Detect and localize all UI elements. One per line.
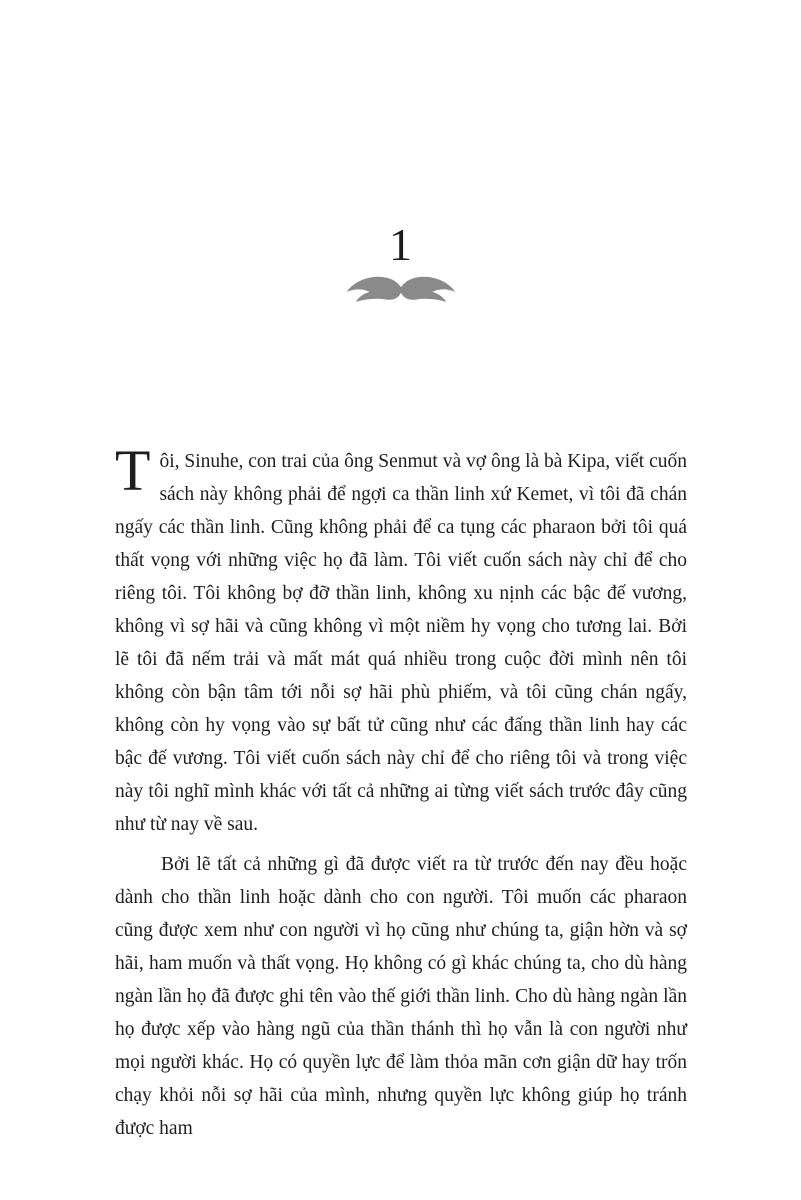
paragraph-text: Bởi lẽ tất cả những gì đã được viết ra từ trước đến nay đều hoặc dành cho thần linh hoặc dành cho con người. Tôi muốn các pharaon cũng được xem như con người vì họ cũng như chúng ta, giận hờn và sợ hãi, ham muốn và thất vọng. Họ không có gì khác chúng ta, cho dù hàng ngàn lần họ đã được ghi tên vào thế giới thần linh. Cho dù hàng ngàn lần họ được xếp vào hàng ngũ của thần thánh thì họ vẫn là con người như mọi người khác. Họ có quyền lực để làm thỏa mãn cơn giận dữ hay trốn chạy khỏi nỗi sợ hãi của mình, nhưng quyền lực không giúp họ tránh được ham	[115, 853, 687, 1139]
paragraph	[115, 437, 687, 841]
body-text	[115, 437, 687, 1145]
dropcap-letter: T	[115, 437, 151, 503]
paragraph-text: ôi, Sinuhe, con trai của ông Senmut và vợ ông là bà Kipa, viết cuốn sách này không phải để ngợi ca thần linh xứ Kemet, vì tôi đã chán ngấy các thần linh. Cũng không phải để ca tụng các pharaon bởi tôi quá thất vọng với những việc họ đã làm. Tôi viết cuốn sách này chỉ để cho riêng tôi. Tôi không bợ đỡ thần linh, không xu nịnh các bậc đế vương, không vì sợ hãi và cũng không vì một niềm hy vọng cho tương lai. Bởi lẽ tôi đã nếm trải và mất mát quá nhiều trong cuộc đời mình nên tôi không còn bận tâm tới nỗi sợ hãi phù phiếm, và tôi cũng chán ngấy, không còn hy vọng vào sự bất tử cũng như các đấng thần linh hay các bậc đế vương. Tôi viết cuốn sách này chỉ để cho riêng tôi và trong việc này tôi nghĩ mình khác với tất cả những ai từng viết sách trước đây cũng như từ nay về sau.	[115, 450, 687, 835]
paragraph	[115, 848, 687, 1145]
chapter-number: 1	[389, 219, 412, 270]
wing-ornament-icon	[0, 273, 801, 307]
